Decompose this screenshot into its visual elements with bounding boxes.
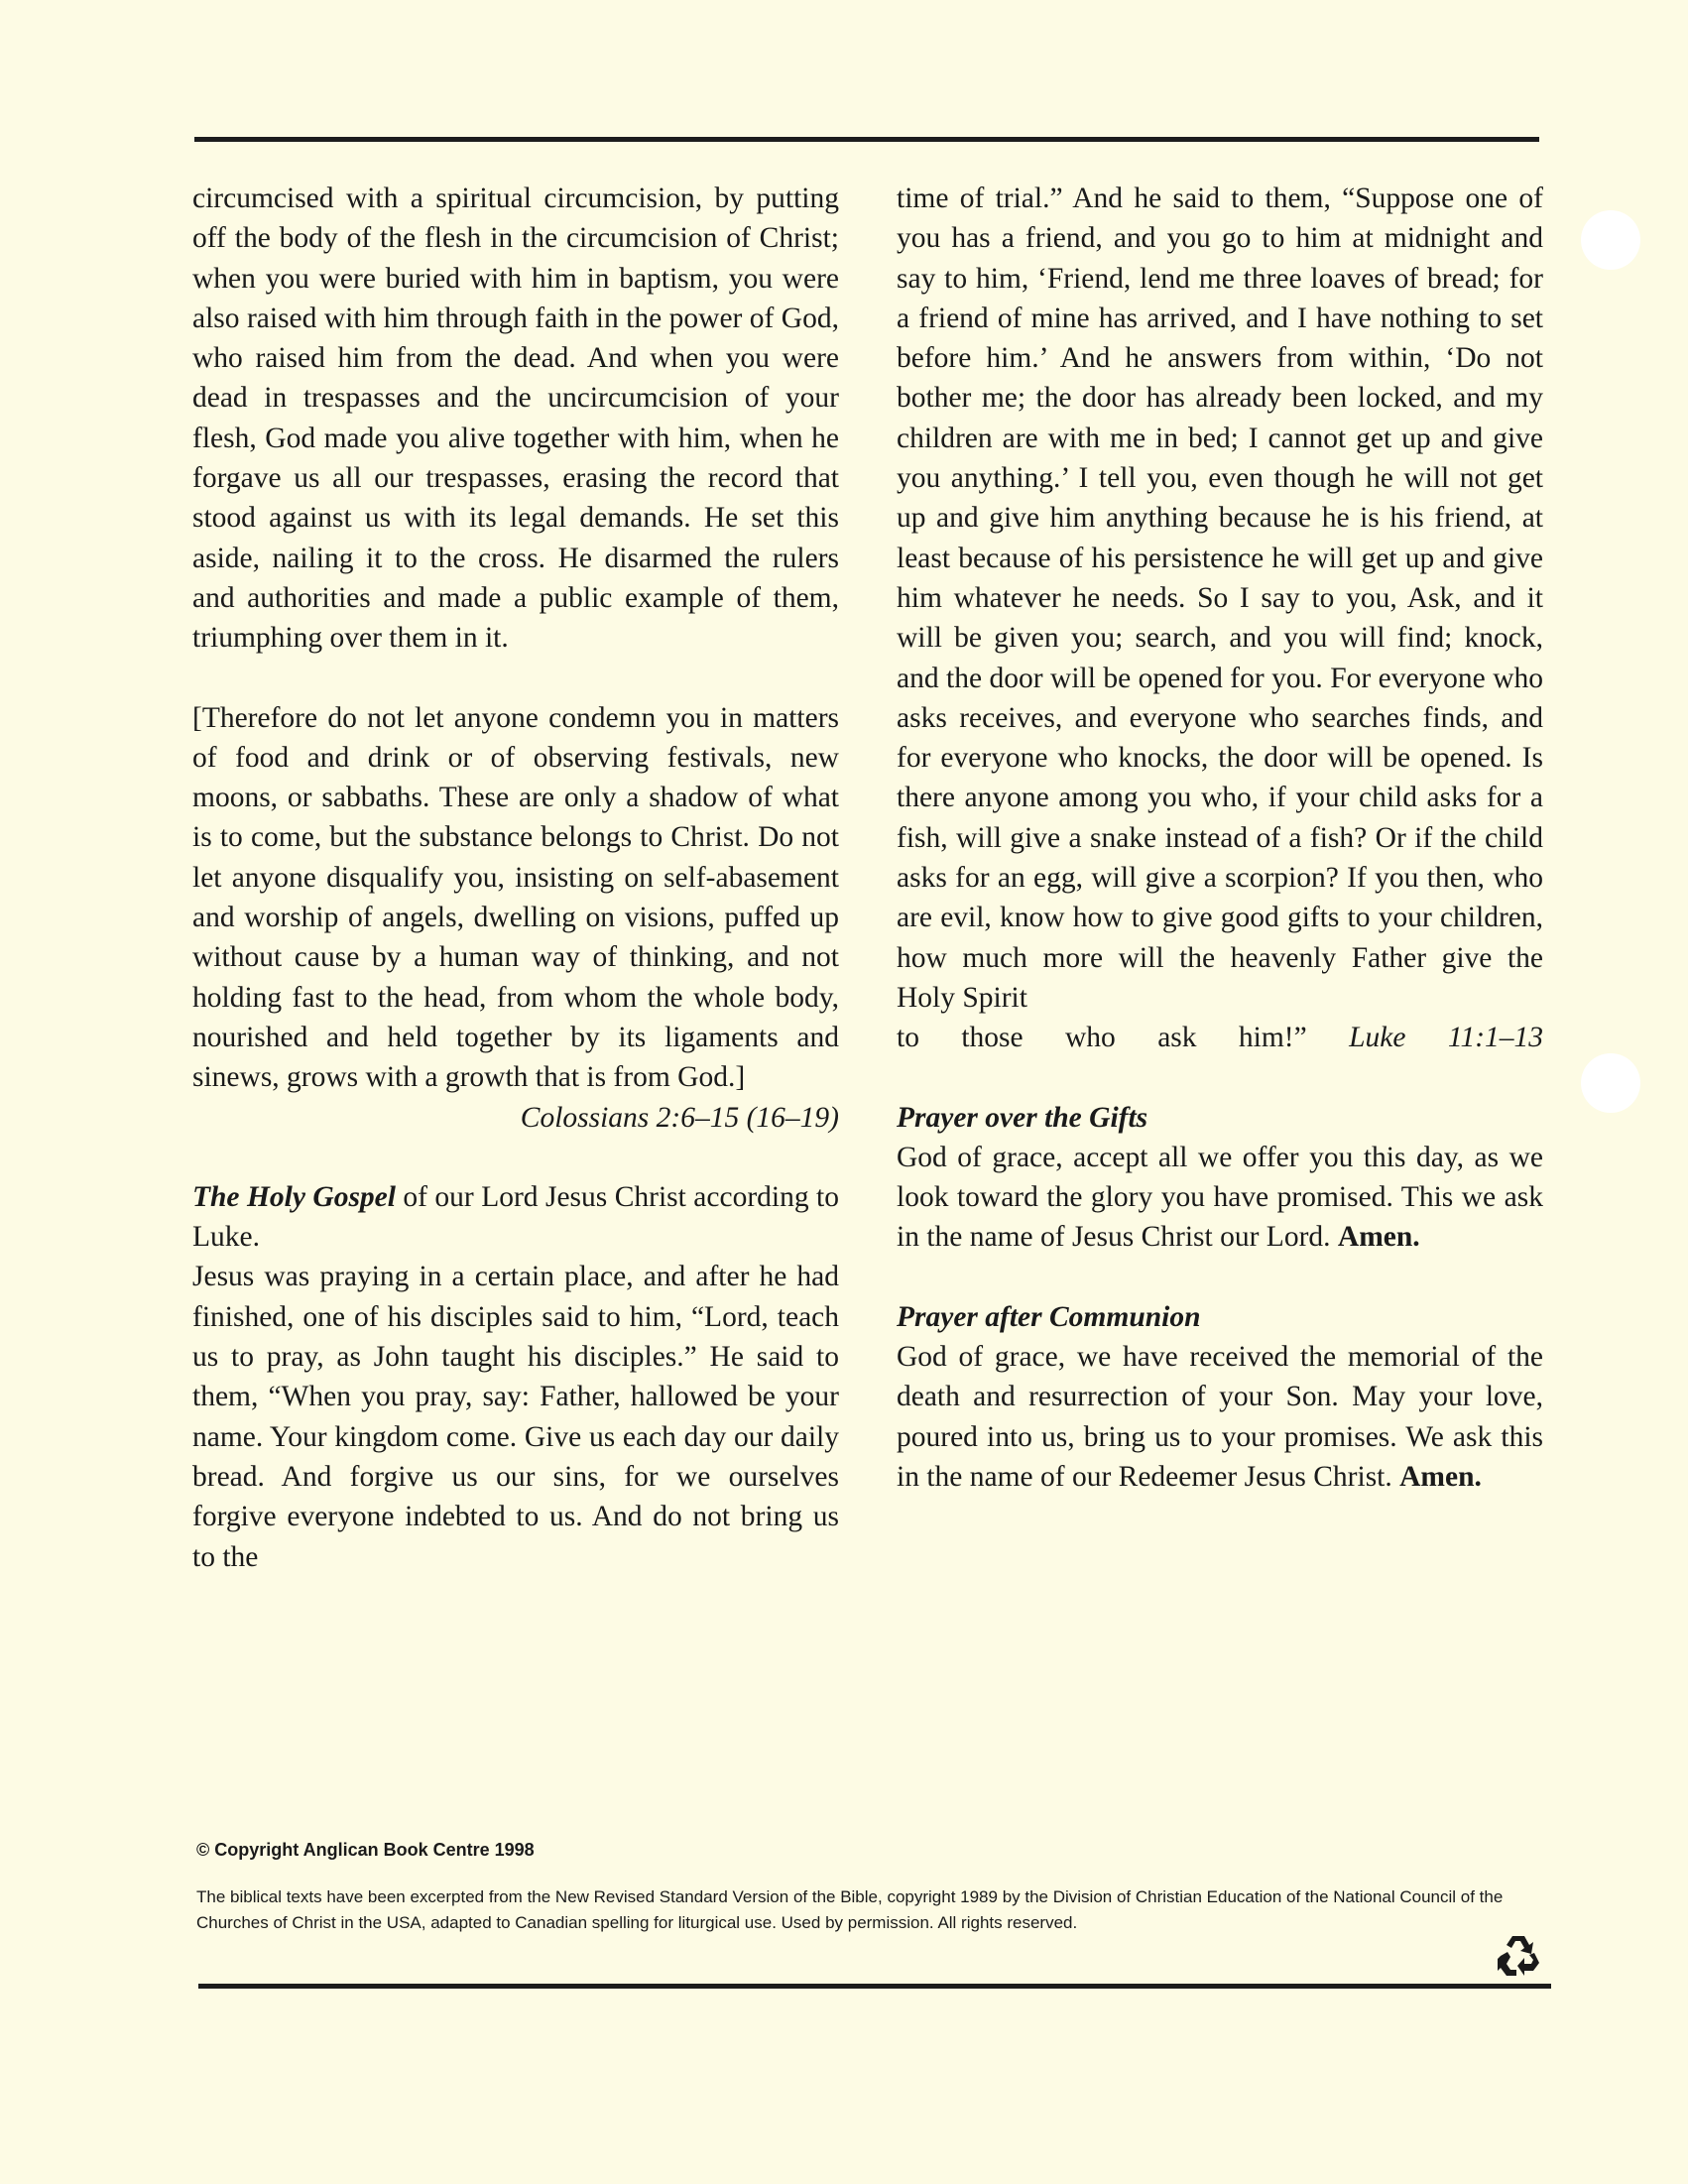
gifts-amen: Amen. bbox=[1337, 1221, 1420, 1254]
permissions-note: The biblical texts have been excerpted from the New Revised Standard Version of the Bible, copyright 1989 by the Division of Christian Education of the National Council of the Churches of Christ in the USA, adapted to Canadian spelling for liturgical use. Used by permission. All rights reserved. bbox=[196, 1887, 1504, 1932]
gifts-prayer-text: God of grace, accept all we offer you this day, as we look toward the glory you have promised. This we ask in the name of Jesus Christ our Lord. bbox=[897, 1141, 1543, 1254]
gospel-continuation: time of trial.” And he said to them, “Suppose one of you has a friend, and you go to him at midnight and say to him, ‘Friend, lend me three loaves of bread; for a friend of mine has arrived, and I have nothing to set before him.’ And he answers from within, ‘Do not bother me; the door has already been locked, and my children are with me in bed; I cannot get up and give you anything.’ I tell you, even though he will not get up and give him anything because he is his friend, at least because of his persistence he will get up and give him whatever he needs. So I say to you, Ask, and it will be given you; search, and you will find; knock, and the door will be opened for you. For everyone who asks receives, and everyone who searches finds, and for everyone who knocks, the door will be opened. Is there anyone among you who, if your child asks for a fish, will give a snake instead of a fish? Or if the child asks for an egg, will give a scorpion? If you then, who are evil, know how to give good gifts to your children, how much more will the heavenly Father give the Holy Spirit bbox=[897, 182, 1543, 1014]
gifts-heading: Prayer over the Gifts bbox=[897, 1101, 1148, 1134]
gospel-intro bbox=[192, 1177, 839, 1258]
colossians-paragraph: circumcised with a spiritual circumcision, by putting off the body of the flesh in the circumcision of Christ; when you were buried with him in baptism, you were also raised with him through faith in the power of God, who raised him from the dead. And when you were dead in trespasses and the uncircumcision of your flesh, God made you alive together with him, when he forgave us all our trespasses, erasing the record that stood against us with its legal demands. He set this aside, nailing it to the cross. He disarmed the rulers and authorities and made a public example of them, triumphing over them in it. bbox=[192, 182, 839, 655]
copyright-line: © Copyright Anglican Book Centre 1998 bbox=[196, 1840, 535, 1860]
gospel-last-line bbox=[897, 1018, 1543, 1057]
gospel-text: Jesus was praying in a certain place, and after he had finished, one of his disciples said to him, “Lord, teach us to pray, as John taught his disciples.” He said to them, “When you pray, say: Father, hallowed be your name. Your kingdom come. Give us each day our daily bread. And forgive us our sins, for we ourselves forgive everyone indebted to us. And do not bring us to the bbox=[192, 1261, 839, 1573]
gospel-intro-text: of our Lord Jesus Christ according to Luke. bbox=[192, 1180, 839, 1254]
recycle-icon bbox=[1496, 1932, 1541, 1978]
communion-prayer-text: God of grace, we have received the memorial of the death and resurrection of your Son. May your love, poured into us, bring us to your promises. We ask this in the name of our Redeemer Jesus Christ. bbox=[897, 1341, 1543, 1493]
colossians-reference: Colossians 2:6–15 (16–19) bbox=[520, 1101, 839, 1134]
punch-hole bbox=[1581, 210, 1640, 270]
right-column bbox=[897, 179, 1543, 1497]
punch-hole bbox=[1581, 1053, 1640, 1113]
gifts-prayer bbox=[897, 1138, 1543, 1258]
top-rule bbox=[194, 137, 1539, 142]
gospel-reference: Luke 11:1–13 bbox=[1349, 1022, 1544, 1054]
gospel-heading: The Holy Gospel bbox=[192, 1180, 396, 1213]
left-column bbox=[192, 179, 839, 1577]
communion-heading: Prayer after Communion bbox=[897, 1300, 1201, 1333]
communion-amen: Amen. bbox=[1399, 1460, 1482, 1493]
bottom-rule bbox=[198, 1984, 1551, 1989]
communion-prayer bbox=[897, 1337, 1543, 1497]
gospel-last-line-text: to those who ask him!” bbox=[897, 1022, 1307, 1054]
colossians-bracketed-paragraph: [Therefore do not let anyone condemn you in matters of food and drink or of observing festivals, new moons, or sabbaths. These are only a shadow of what is to come, but the substance belongs to Christ. Do not let anyone disqualify you, insisting on self-abasement and worship of angels, dwelling on visions, puffed up without cause by a human way of thinking, and not holding fast to the head, from whom the whole body, nourished and held together by its ligaments and sinews, grows with a growth that is from God.] bbox=[192, 701, 839, 1094]
